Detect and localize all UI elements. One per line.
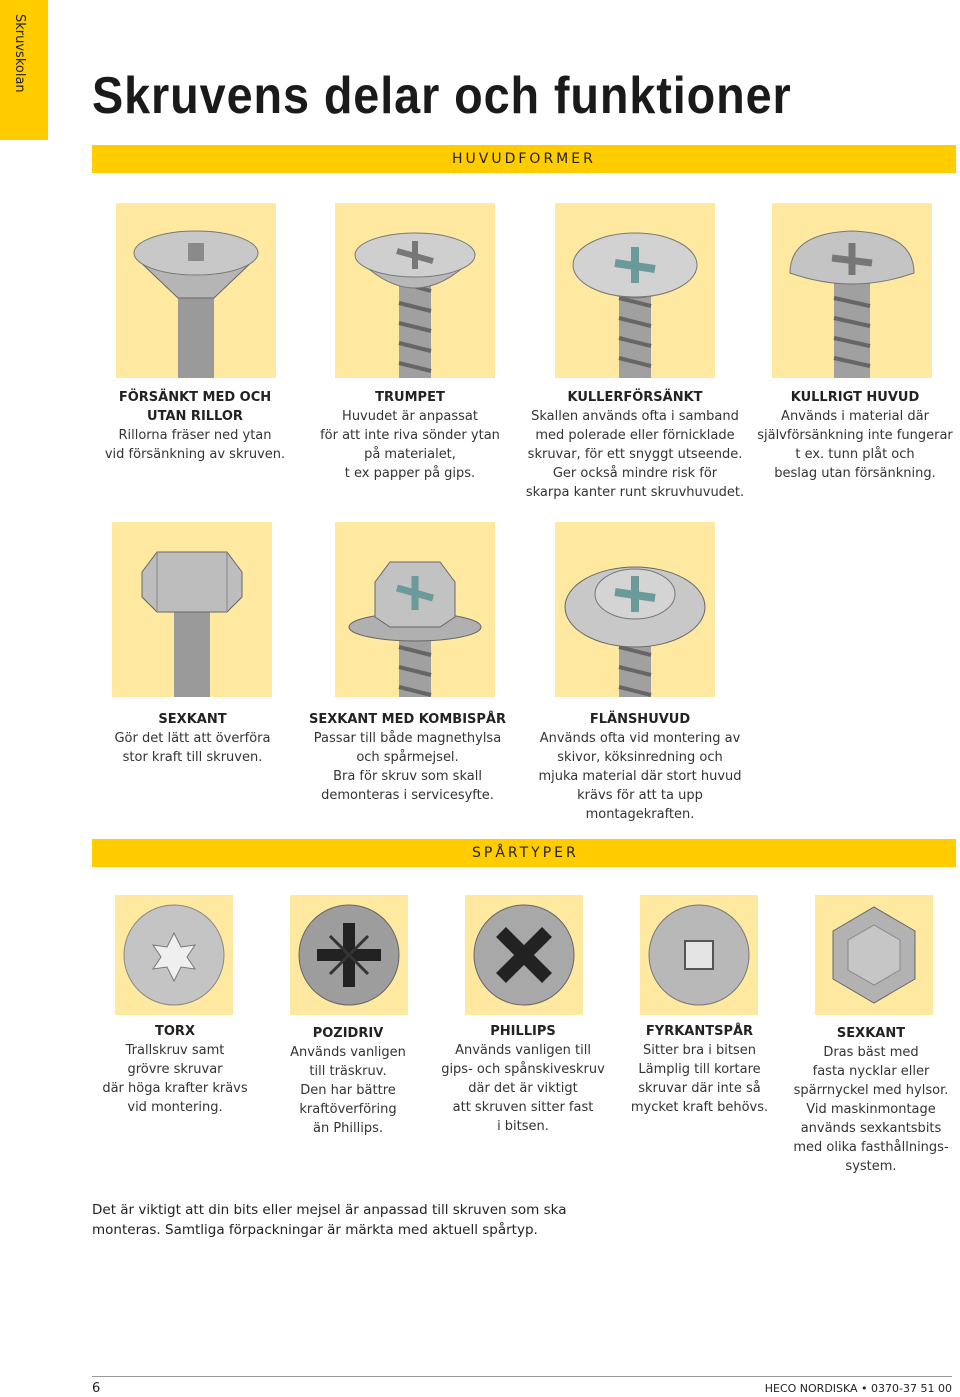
- caption-phillips: [433, 1022, 613, 1136]
- caption-line: spärrnyckel med hylsor.: [793, 1083, 949, 1098]
- caption-line: Dras bäst med: [823, 1045, 919, 1060]
- footer-contact: HECO NORDISKA • 0370-37 51 00: [764, 1382, 952, 1395]
- caption-line: krävs för att ta upp: [577, 788, 703, 803]
- photo-torx: [115, 895, 233, 1015]
- side-tab: [0, 0, 48, 140]
- caption-line: för att inte riva sönder ytan: [320, 428, 500, 443]
- caption-line: Sitter bra i bitsen: [643, 1043, 756, 1058]
- caption-title: POZIDRIV: [312, 1026, 384, 1041]
- photo-hex-slot: [815, 895, 933, 1015]
- caption-title: KULLRIGT HUVUD: [790, 390, 920, 405]
- caption-line: stor kraft till skruven.: [122, 750, 263, 765]
- photo-pan-head: [772, 203, 932, 378]
- caption-title: FYRKANTSPÅR: [645, 1024, 754, 1039]
- caption-hex-slot: [785, 1024, 957, 1176]
- caption-line: kraftöverföring: [299, 1102, 397, 1117]
- caption-line: med polerade eller förnicklade: [535, 428, 735, 443]
- caption-trumpet: [305, 388, 515, 483]
- photo-hex: [112, 522, 272, 697]
- caption-line: gips- och spånskiveskruv: [441, 1062, 605, 1077]
- photo-countersunk: [116, 203, 276, 378]
- caption-line: Skallen används ofta i samband: [531, 409, 739, 424]
- caption-countersunk: [100, 388, 290, 464]
- photo-pozidriv: [290, 895, 408, 1015]
- caption-line: fasta nycklar eller: [812, 1064, 930, 1079]
- caption-hex-combi: [300, 710, 515, 805]
- caption-line: vid försänkning av skruven.: [104, 447, 286, 462]
- caption-line: skarpa kanter runt skruvhuvudet.: [525, 485, 745, 500]
- photo-flange: [555, 522, 715, 697]
- photo-hex-combi: [335, 522, 495, 697]
- caption-line: där det är viktigt: [468, 1081, 578, 1096]
- caption-title: PHILLIPS: [490, 1024, 556, 1039]
- caption-line: t ex. tunn plåt och: [795, 447, 915, 462]
- hex-head-screw-icon: [112, 522, 272, 697]
- caption-title: SEXKANT: [836, 1026, 906, 1041]
- bottom-note-line: Det är viktigt att din bits eller mejsel är anpassad till skruven som ska: [92, 1202, 567, 1218]
- page-title: Skruvens delar och funktioner: [92, 67, 792, 125]
- caption-line: i bitsen.: [497, 1119, 549, 1134]
- caption-pan-head: [755, 388, 955, 483]
- caption-line: system.: [845, 1159, 897, 1174]
- caption-title: SEXKANT: [158, 712, 227, 727]
- caption-flange: [520, 710, 760, 824]
- caption-line: grövre skruvar: [127, 1062, 223, 1077]
- section-title: SPÅRTYPER: [472, 845, 579, 861]
- caption-line: demonteras i servicesyfte.: [321, 788, 494, 803]
- caption-line: mjuka material där stort huvud: [538, 769, 742, 784]
- caption-line: att skruven sitter fast: [452, 1100, 594, 1115]
- caption-line: Trallskruv samt: [125, 1043, 225, 1058]
- caption-line: vid montering.: [127, 1100, 223, 1115]
- caption-line: beslag utan försänkning.: [774, 466, 936, 481]
- section-bar-head-shapes: [92, 145, 956, 173]
- flange-head-screw-icon: [555, 522, 715, 697]
- hex-combi-screw-icon: [335, 522, 495, 697]
- section-title: HUVUDFORMER: [452, 151, 596, 167]
- caption-line: på materialet,: [364, 447, 456, 462]
- caption-line: Används ofta vid montering av: [539, 731, 741, 746]
- caption-title: TORX: [155, 1024, 195, 1039]
- caption-pozidriv: [268, 1024, 428, 1138]
- caption-title: UTAN RILLOR: [147, 409, 243, 424]
- caption-line: och spårmejsel.: [356, 750, 459, 765]
- caption-line: montagekraften.: [585, 807, 695, 822]
- side-tab-label: Skruvskolan: [12, 14, 27, 93]
- caption-square: [617, 1022, 782, 1117]
- caption-raised-countersunk: [520, 388, 750, 502]
- trumpet-screw-icon: [335, 203, 495, 378]
- caption-line: till träskruv.: [309, 1064, 387, 1079]
- pozidriv-slot-icon: [290, 895, 408, 1015]
- caption-line: Den har bättre: [300, 1083, 396, 1098]
- caption-title: SEXKANT MED KOMBISPÅR: [309, 712, 506, 727]
- caption-line: med olika fasthållnings-: [793, 1140, 949, 1155]
- caption-line: självförsänkning inte fungerar: [757, 428, 953, 443]
- caption-line: mycket kraft behövs.: [630, 1100, 769, 1115]
- caption-line: skivor, köksinredning och: [557, 750, 723, 765]
- caption-line: Används vanligen: [290, 1045, 406, 1060]
- caption-title: FLÄNSHUVUD: [589, 712, 691, 727]
- caption-hex: [95, 710, 290, 767]
- caption-line: används sexkantsbits: [800, 1121, 942, 1136]
- caption-line: än Phillips.: [312, 1121, 384, 1136]
- caption-line: t ex papper på gips.: [344, 466, 476, 481]
- phillips-slot-icon: [465, 895, 583, 1015]
- caption-title: TRUMPET: [375, 390, 445, 405]
- caption-line: Ger också mindre risk för: [552, 466, 718, 481]
- raised-countersunk-screw-icon: [555, 203, 715, 378]
- page-number: 6: [92, 1381, 101, 1396]
- caption-torx: [90, 1022, 260, 1117]
- photo-raised-countersunk: [555, 203, 715, 378]
- caption-line: Passar till både magnethylsa: [313, 731, 502, 746]
- footer-divider: [92, 1376, 952, 1377]
- caption-title: KULLERFÖRSÄNKT: [567, 390, 703, 405]
- caption-line: där höga krafter krävs: [102, 1081, 248, 1096]
- photo-trumpet: [335, 203, 495, 378]
- torx-slot-icon: [115, 895, 233, 1015]
- pan-head-screw-icon: [772, 203, 932, 378]
- photo-phillips: [465, 895, 583, 1015]
- countersunk-screw-icon: [116, 203, 276, 378]
- bottom-note-line: monteras. Samtliga förpackningar är märkta med aktuell spårtyp.: [92, 1222, 538, 1238]
- caption-line: Huvudet är anpassat: [342, 409, 478, 424]
- caption-line: Lämplig till kortare: [638, 1062, 761, 1077]
- caption-line: Gör det lätt att överföra: [114, 731, 271, 746]
- photo-square: [640, 895, 758, 1015]
- caption-line: Används i material där: [781, 409, 929, 424]
- section-bar-slot-types: [92, 839, 956, 867]
- caption-line: Används vanligen till: [455, 1043, 591, 1058]
- caption-line: Rillorna fräser ned ytan: [118, 428, 272, 443]
- caption-title: FÖRSÄNKT MED OCH: [118, 390, 272, 405]
- caption-line: Vid maskinmontage: [806, 1102, 936, 1117]
- caption-line: skruvar, för ett snyggt utseende.: [527, 447, 743, 462]
- caption-line: Bra för skruv som skall: [333, 769, 482, 784]
- hex-slot-icon: [815, 895, 933, 1015]
- caption-line: skruvar där inte så: [638, 1081, 761, 1096]
- bottom-note: [92, 1200, 612, 1240]
- square-slot-icon: [640, 895, 758, 1015]
